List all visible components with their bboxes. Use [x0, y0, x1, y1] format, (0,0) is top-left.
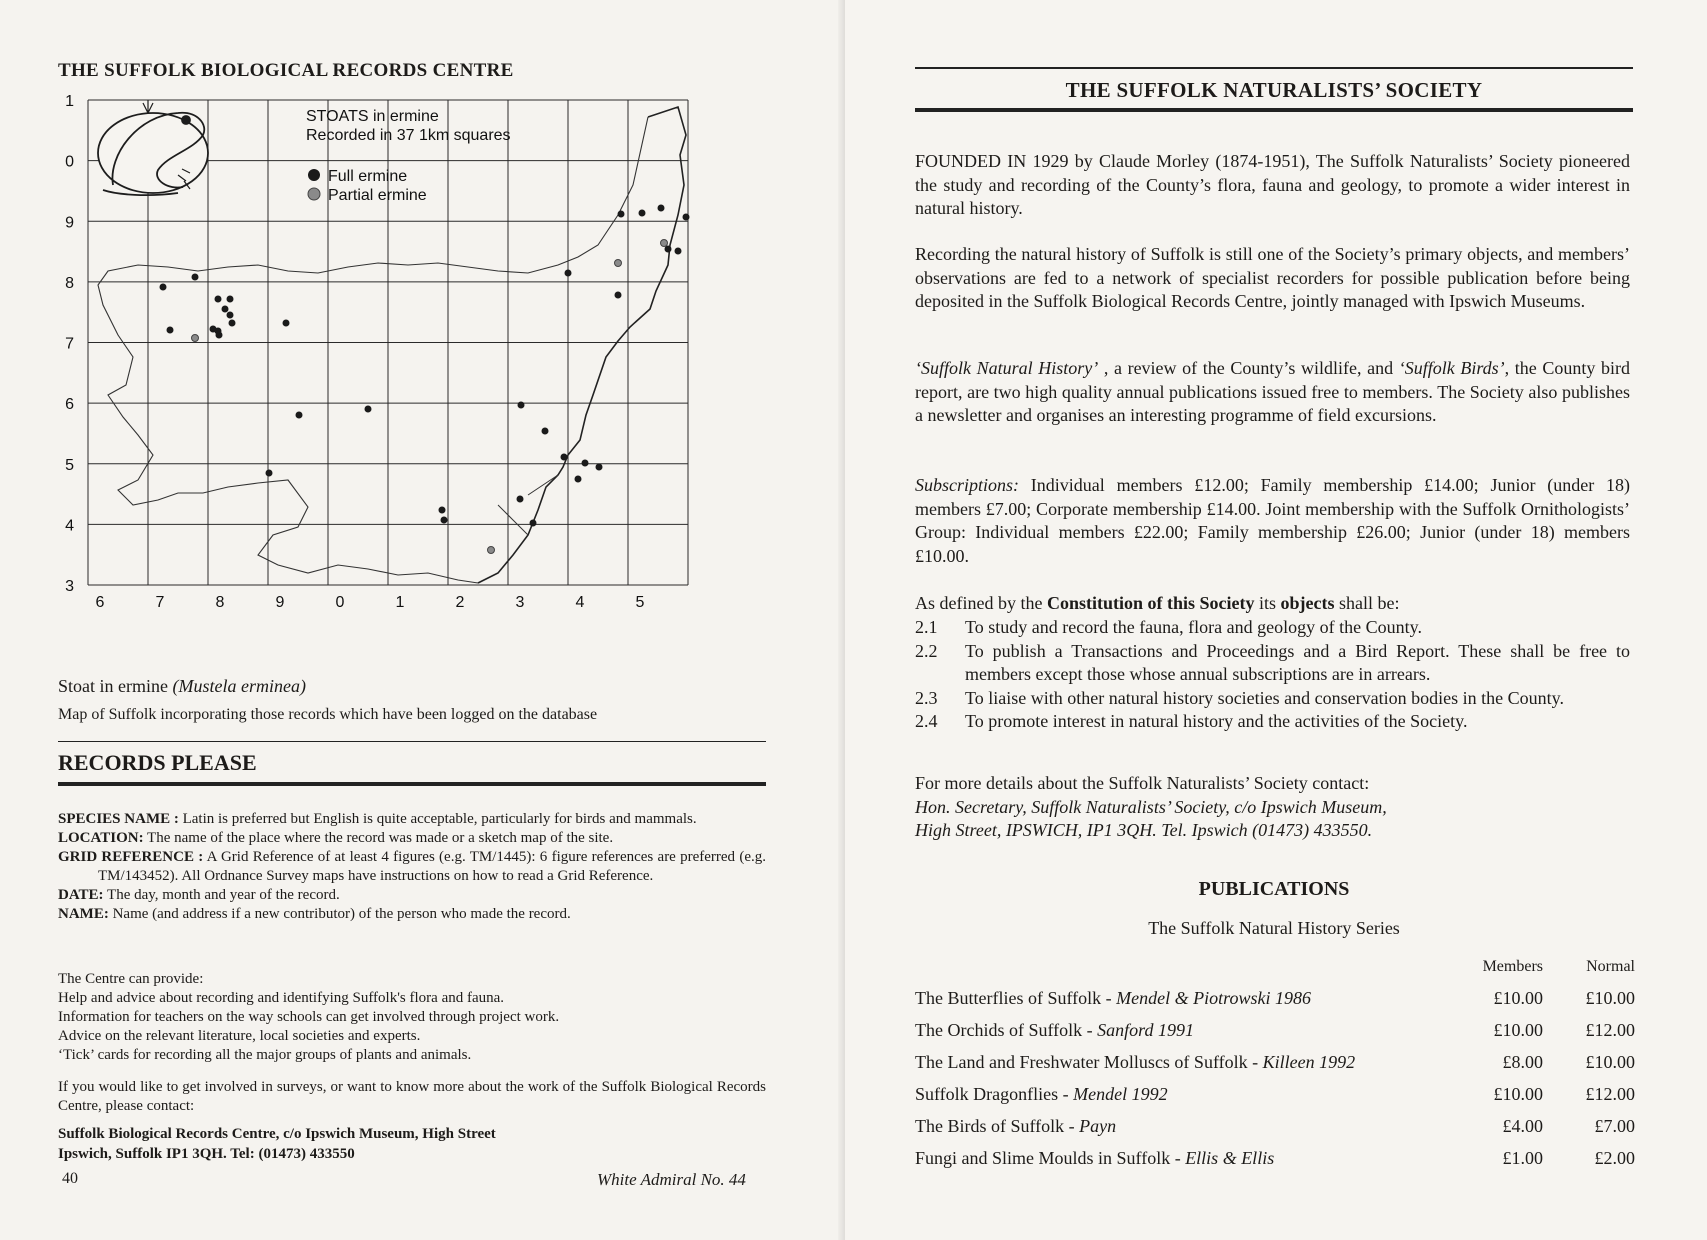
centre-line: ‘Tick’ cards for recording all the major groups of plants and animals.: [58, 1047, 472, 1063]
county-coastline: [478, 107, 686, 583]
map-x-label: 9: [275, 594, 285, 611]
map-y-label: 0: [65, 153, 74, 171]
record-dot: [227, 312, 234, 319]
left-page-header: THE SUFFOLK BIOLOGICAL RECORDS CENTRE: [58, 60, 514, 81]
record-dot: [518, 402, 525, 409]
field-text: The day, month and year of the record.: [107, 887, 340, 903]
map-y-label: 6: [65, 396, 74, 414]
publication-title: The Land and Freshwater Molluscs of Suffolk -: [915, 1051, 1263, 1072]
para-text: , the County bird report, are two high quality annual publications issued free to members. The Society also publishes a newsletter and organises an interesting programme of field excursions.: [915, 358, 1630, 425]
record-dot: [596, 464, 603, 471]
publications-table: [915, 958, 1635, 1174]
map-x-label: 4: [575, 594, 585, 611]
left-page: [0, 0, 845, 1240]
field-label: NAME:: [58, 906, 109, 922]
right-page: [845, 0, 1707, 1240]
members-price: £10.00: [1493, 1019, 1543, 1040]
record-dot: [675, 248, 682, 255]
object-text: To liaise with other natural history societies and conservation bodies in the County.: [965, 687, 1564, 708]
records-contact-text: If you would like to get involved in surveys, or want to know more about the work of the Suffolk Biological Records Centre, please contact:: [58, 1079, 766, 1114]
contact-line: Hon. Secretary, Suffolk Naturalists’ Society, c/o Ipswich Museum,: [915, 796, 1387, 817]
divider: [58, 782, 766, 786]
normal-price: £10.00: [1585, 987, 1635, 1008]
publication-author: Ellis & Ellis: [1185, 1147, 1275, 1168]
field-species: [58, 810, 766, 829]
members-price: £10.00: [1493, 1083, 1543, 1104]
map-y-label: 1: [65, 93, 74, 110]
stoat-distribution-map: [58, 95, 758, 665]
record-dot: [216, 332, 223, 339]
publication-row: [915, 1046, 1635, 1078]
legend-partial-marker: [308, 188, 320, 200]
objects-list: [915, 616, 1630, 734]
contact-line: High Street, IPSWICH, IP1 3QH. Tel. Ipswich (01473) 433550.: [915, 820, 1373, 840]
price-header-row: [915, 958, 1635, 982]
map-records: [160, 205, 690, 527]
contact-intro: For more details about the Suffolk Naturalists’ Society contact:: [915, 773, 1370, 793]
record-dot: [615, 292, 622, 299]
right-page-header: THE SUFFOLK NATURALISTS’ SOCIETY: [1065, 78, 1483, 102]
publication-title: The Orchids of Suffolk -: [915, 1019, 1098, 1040]
field-grid-reference: [58, 848, 766, 886]
address-line: Ipswich, Suffolk IP1 3QH. Tel: (01473) 433550: [58, 1146, 355, 1162]
object-number: 2.1: [915, 617, 938, 637]
record-dot: [266, 470, 273, 477]
caption-prefix: Stoat in ermine: [58, 676, 168, 696]
record-dot: [542, 428, 549, 435]
publication-row: [915, 982, 1635, 1014]
record-fields-list: [58, 810, 766, 924]
members-price: £8.00: [1502, 1051, 1543, 1072]
publication-row: [915, 1110, 1635, 1142]
map-x-label: 2: [455, 594, 465, 611]
running-title: White Admiral No. 44: [597, 1170, 746, 1189]
publications-paragraph: [915, 357, 1630, 428]
stoat-illustration: [98, 100, 208, 195]
field-label: SPECIES NAME :: [58, 811, 179, 827]
objects-intro: [915, 592, 1630, 616]
object-text: To study and record the fauna, flora and geology of the County.: [965, 617, 1422, 637]
publication-author: Killeen 1992: [1262, 1051, 1356, 1072]
record-dot: [167, 327, 174, 334]
subscriptions-paragraph: [915, 474, 1630, 568]
para-text: shall be:: [1334, 593, 1400, 613]
normal-price: £12.00: [1585, 1019, 1635, 1040]
record-dot: [530, 520, 537, 527]
river-orwell: [498, 505, 528, 535]
field-text: Latin is preferred but English is quite acceptable, particularly for birds and mammals.: [182, 811, 697, 827]
map-x-label: 5: [635, 594, 645, 611]
map-y-label: 9: [65, 214, 74, 232]
record-dot: [517, 496, 524, 503]
journal-title: ‘Suffolk Birds’: [1398, 358, 1505, 378]
normal-price: £7.00: [1594, 1115, 1635, 1136]
record-dot: [160, 284, 167, 291]
record-dot: [365, 406, 372, 413]
record-dot: [227, 296, 234, 303]
object-text: To publish a Transactions and Proceedings and a Bird Report. These shall be free to members except those whose annual subscriptions are in arrears.: [965, 640, 1630, 684]
members-header: Members: [1482, 958, 1543, 975]
centre-line: Information for teachers on the way schools can get involved through project work.: [58, 1009, 560, 1025]
records-centre-address: [58, 1124, 496, 1164]
record-dot: [215, 296, 222, 303]
normal-price: £10.00: [1585, 1051, 1635, 1072]
caption-latin: (Mustela erminea): [172, 676, 306, 696]
object-number: 2.3: [915, 687, 938, 708]
record-dot: [582, 460, 589, 467]
map-x-label: 3: [515, 594, 525, 611]
centre-services-list: [58, 970, 766, 1065]
record-dot: [192, 274, 199, 281]
record-dot: [618, 211, 625, 218]
society-contact: [915, 772, 1630, 843]
page-number: 40: [62, 1170, 78, 1187]
field-location: [58, 829, 766, 848]
centre-line: Advice on the relevant literature, local societies and experts.: [58, 1028, 421, 1044]
map-y-label: 5: [65, 456, 74, 474]
publication-row: [915, 1014, 1635, 1046]
publication-author: Sanford 1991: [1097, 1019, 1194, 1040]
address-line: Suffolk Biological Records Centre, c/o Ipswich Museum, High Street: [58, 1126, 496, 1142]
record-dot: [639, 210, 646, 217]
object-number: 2.4: [915, 711, 938, 731]
object-number: 2.2: [915, 640, 938, 661]
object-text: To promote interest in natural history and the activities of the Society.: [965, 711, 1468, 731]
publication-title: The Birds of Suffolk -: [915, 1115, 1080, 1136]
object-item: [915, 710, 1630, 734]
record-dot: [441, 517, 448, 524]
field-name: [58, 905, 766, 924]
para-text: its: [1254, 593, 1281, 613]
field-label: LOCATION:: [58, 830, 144, 846]
map-title-line2: Recorded in 37 1km squares: [306, 127, 511, 144]
record-dot: [222, 306, 229, 313]
map-y-label: 4: [65, 517, 74, 535]
river-deben: [528, 475, 558, 495]
publication-title: Fungi and Slime Moulds in Suffolk -: [915, 1147, 1186, 1168]
normal-price: £2.00: [1594, 1147, 1635, 1168]
centre-line: Help and advice about recording and identifying Suffolk's flora and fauna.: [58, 990, 505, 1006]
para-text: , a review of the County’s wildlife, and: [1098, 358, 1399, 378]
legend-full-label: Full ermine: [328, 168, 408, 185]
map-y-label: 7: [65, 335, 74, 353]
map-x-label: 7: [155, 594, 165, 611]
para-text-bold: Constitution of this Society: [1046, 593, 1255, 613]
record-dot: [575, 476, 582, 483]
map-svg: [58, 95, 758, 665]
divider: [915, 108, 1633, 112]
map-caption: [58, 676, 306, 697]
para-text: Individual members £12.00; Family membership £14.00; Junior (under 18) members £7.00; Corporate membership £14.00. Joint membership with the Suffolk Ornithologists’ Group: Individual members £22.00; Family membership £26.00; Junior (under 18) members £10.00.: [915, 475, 1630, 566]
publication-author: Payn: [1079, 1115, 1117, 1136]
normal-header: Normal: [1586, 958, 1635, 975]
recording-paragraph: Recording the natural history of Suffolk is still one of the Society’s primary objects, and members’ observations are fed to a network of specialist recorders for possible publication before being deposited in the Suffolk Biological Records Centre, jointly managed with Ipswich Museums.: [915, 244, 1630, 311]
intro-paragraph: FOUNDED IN 1929 by Claude Morley (1874-1951), The Suffolk Naturalists’ Society pioneered the study and recording of the County’s flora, fauna and geology, to promote a wider interest in natural history.: [915, 151, 1630, 218]
map-records-partial: [192, 240, 668, 554]
record-dot: [561, 454, 568, 461]
map-description: Map of Suffolk incorporating those records which have been logged on the database: [58, 706, 598, 723]
field-label: DATE:: [58, 887, 104, 903]
record-dot: [439, 507, 446, 514]
map-x-label: 8: [215, 594, 225, 611]
publications-title: PUBLICATIONS: [1198, 878, 1350, 900]
object-item: [915, 687, 1630, 711]
record-dot: [658, 205, 665, 212]
para-text-bold: objects: [1280, 593, 1335, 613]
map-title-line1: STOATS in ermine: [306, 108, 439, 125]
record-dot-partial: [661, 240, 668, 247]
field-date: [58, 886, 766, 905]
legend-partial-label: Partial ermine: [328, 187, 427, 204]
para-text: As defined by the: [915, 593, 1047, 613]
field-label: GRID REFERENCE :: [58, 849, 204, 865]
legend-full-marker: [308, 169, 320, 181]
series-title: The Suffolk Natural History Series: [1148, 918, 1400, 938]
object-item: [915, 640, 1630, 687]
map-y-label: 3: [65, 578, 74, 595]
record-dot: [565, 270, 572, 277]
map-y-labels: [65, 93, 74, 595]
centre-line: The Centre can provide:: [58, 971, 204, 987]
publication-row: [915, 1078, 1635, 1110]
journal-title: ‘Suffolk Natural History’: [915, 358, 1099, 378]
members-price: £4.00: [1502, 1115, 1543, 1136]
map-x-label: 6: [95, 594, 105, 611]
record-dot-partial: [192, 335, 199, 342]
map-x-labels: [96, 594, 645, 611]
field-text: The name of the place where the record was made or a sketch map of the site.: [147, 830, 614, 846]
publication-author: Mendel & Piotrowski 1986: [1116, 987, 1311, 1008]
record-dot-partial: [488, 547, 495, 554]
map-y-label: 8: [65, 274, 74, 292]
map-x-label: 1: [395, 594, 405, 611]
members-price: £10.00: [1493, 987, 1543, 1008]
publication-title: Suffolk Dragonflies -: [915, 1083, 1074, 1104]
map-x-label: 0: [335, 594, 345, 611]
field-text: A Grid Reference of at least 4 figures (e.g. TM/1445): 6 figure references are preferred (e.g. TM/143452). All Ordnance Survey maps have instructions on how to read a Grid Reference.: [98, 849, 766, 884]
divider: [58, 741, 766, 742]
records-please-title: RECORDS PLEASE: [58, 750, 257, 775]
members-price: £1.00: [1502, 1147, 1543, 1168]
field-text: Name (and address if a new contributor) of the person who made the record.: [112, 906, 571, 922]
publication-row: [915, 1142, 1635, 1174]
subscriptions-label: Subscriptions:: [915, 475, 1020, 495]
record-dot: [296, 412, 303, 419]
record-dot-partial: [615, 260, 622, 267]
normal-price: £12.00: [1585, 1083, 1635, 1104]
divider: [915, 67, 1633, 69]
publication-title: The Butterflies of Suffolk -: [915, 987, 1117, 1008]
record-dot: [683, 214, 690, 221]
record-dot: [283, 320, 290, 327]
publication-author: Mendel 1992: [1073, 1083, 1168, 1104]
object-item: [915, 616, 1630, 640]
record-dot: [229, 320, 236, 327]
